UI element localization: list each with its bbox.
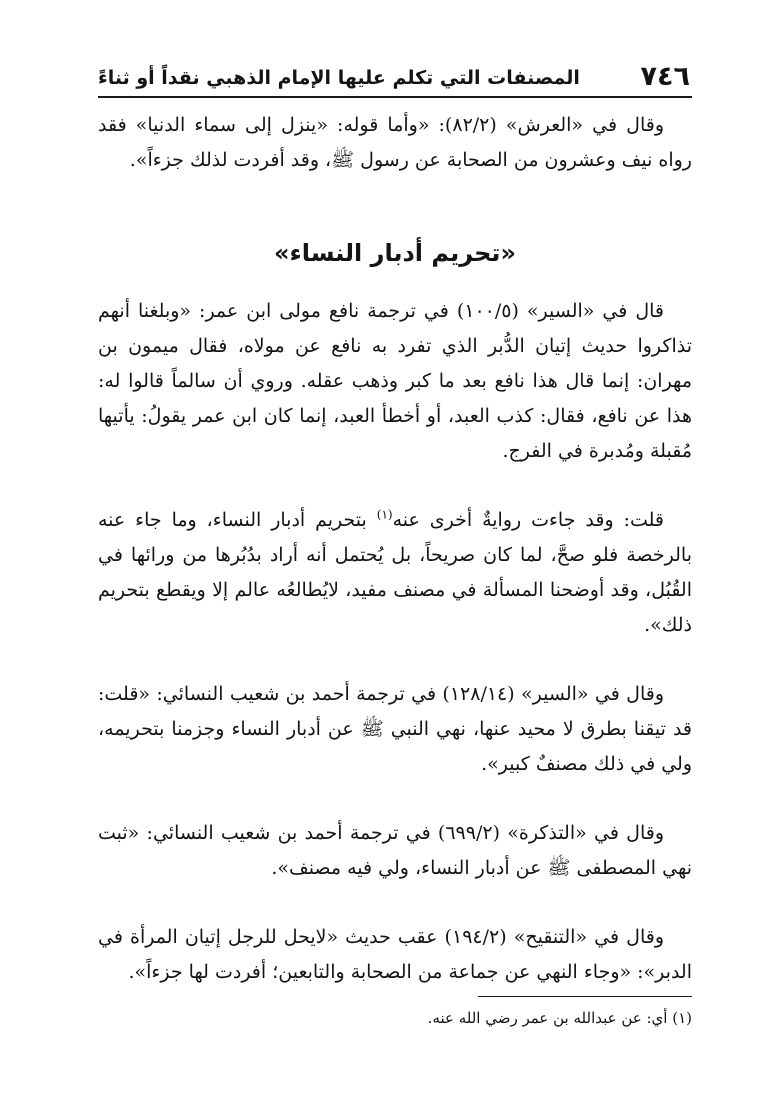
- section-heading: «تحريم أدبار النساء»: [274, 239, 516, 267]
- running-title: المصنفات التي تكلم عليها الإمام الذهبي نقداً أو ثناءً: [98, 67, 580, 89]
- page-number: ٧٤٦: [640, 61, 690, 92]
- paragraph-siyar-nasai: وقال في «السير» (١٢٨/١٤) في ترجمة أحمد بن شعيب النسائي: «قلت: قد تيقنا بطرق لا محيد عنها، نهي النبي ﷺ عن أدبار النساء وجزمنا بتحريمه، ولي في ذلك مصنفٌ كبير».: [98, 683, 692, 775]
- main-text: [98, 108, 692, 990]
- paragraph-tanqih: وقال في «التنقيح» (١٩٤/٢) عقب حديث «لايحل للرجل إتيان المرأة في الدبر»: «وجاء النهي عن جماعة من الصحابة والتابعين؛ أفردت لها جزءاً».: [98, 926, 692, 983]
- comment-text-start: قلت: وقد جاءت روايةٌ أخرى عنه: [392, 509, 664, 531]
- footnote-rule: [478, 996, 692, 997]
- footnote: (١) أي: عن عبدالله بن عمر رضي الله عنه.: [427, 1009, 692, 1027]
- paragraph-tadhkira: وقال في «التذكرة» (٦٩٩/٢) في ترجمة أحمد بن شعيب النسائي: «ثبت نهي المصطفى ﷺ عن أدبار النساء، ولي فيه مصنف».: [98, 822, 692, 879]
- paragraph-gap: [98, 643, 692, 677]
- page-header: [98, 60, 692, 94]
- footnote-reference[interactable]: (١): [376, 507, 393, 522]
- paragraph-gap: [98, 886, 692, 920]
- paragraph-author-comment: [98, 503, 692, 643]
- paragraph-gap: [98, 469, 692, 503]
- paragraph-gap: [98, 782, 692, 816]
- paragraph-arsh-quote: وقال في «العرش» (٨٢/٢): «وأما قوله: «ينزل إلى سماء الدنيا» فقد رواه نيف وعشرون من الصحابة عن رسول ﷺ، وقد أفردت لذلك جزءاً».: [98, 114, 692, 171]
- header-rule: [98, 96, 692, 98]
- comment-text-end: بتحريم أدبار النساء، وما جاء عنه بالرخصة فلو صحَّ، لما كان صريحاً، بل يُحتمل أنه أراد بدُبُرها من ورائها في القُبُل، وقد أوضحنا المسألة في مصنف مفيد، لايُطالعُه عالم إلا ويقطع بتحريم ذلك».: [98, 509, 692, 636]
- paragraph-siyar-nafi: قال في «السير» (١٠٠/٥) في ترجمة نافع مولى ابن عمر: «وبلغنا أنهم تذاكروا حديث إتيان الدُّبر الذي تفرد به نافع عن مولاه، فقال ميمون بن مهران: إنما قال هذا نافع بعد ما كبر وذهب عقله. وروي أن سالماً قالوا له: هذا عن نافع، فقال: كذب العبد، أو أخطأ العبد، إنما كان ابن عمر يقولُ: يأتيها مُقبلة ومُدبرة في الفرج.: [98, 300, 692, 462]
